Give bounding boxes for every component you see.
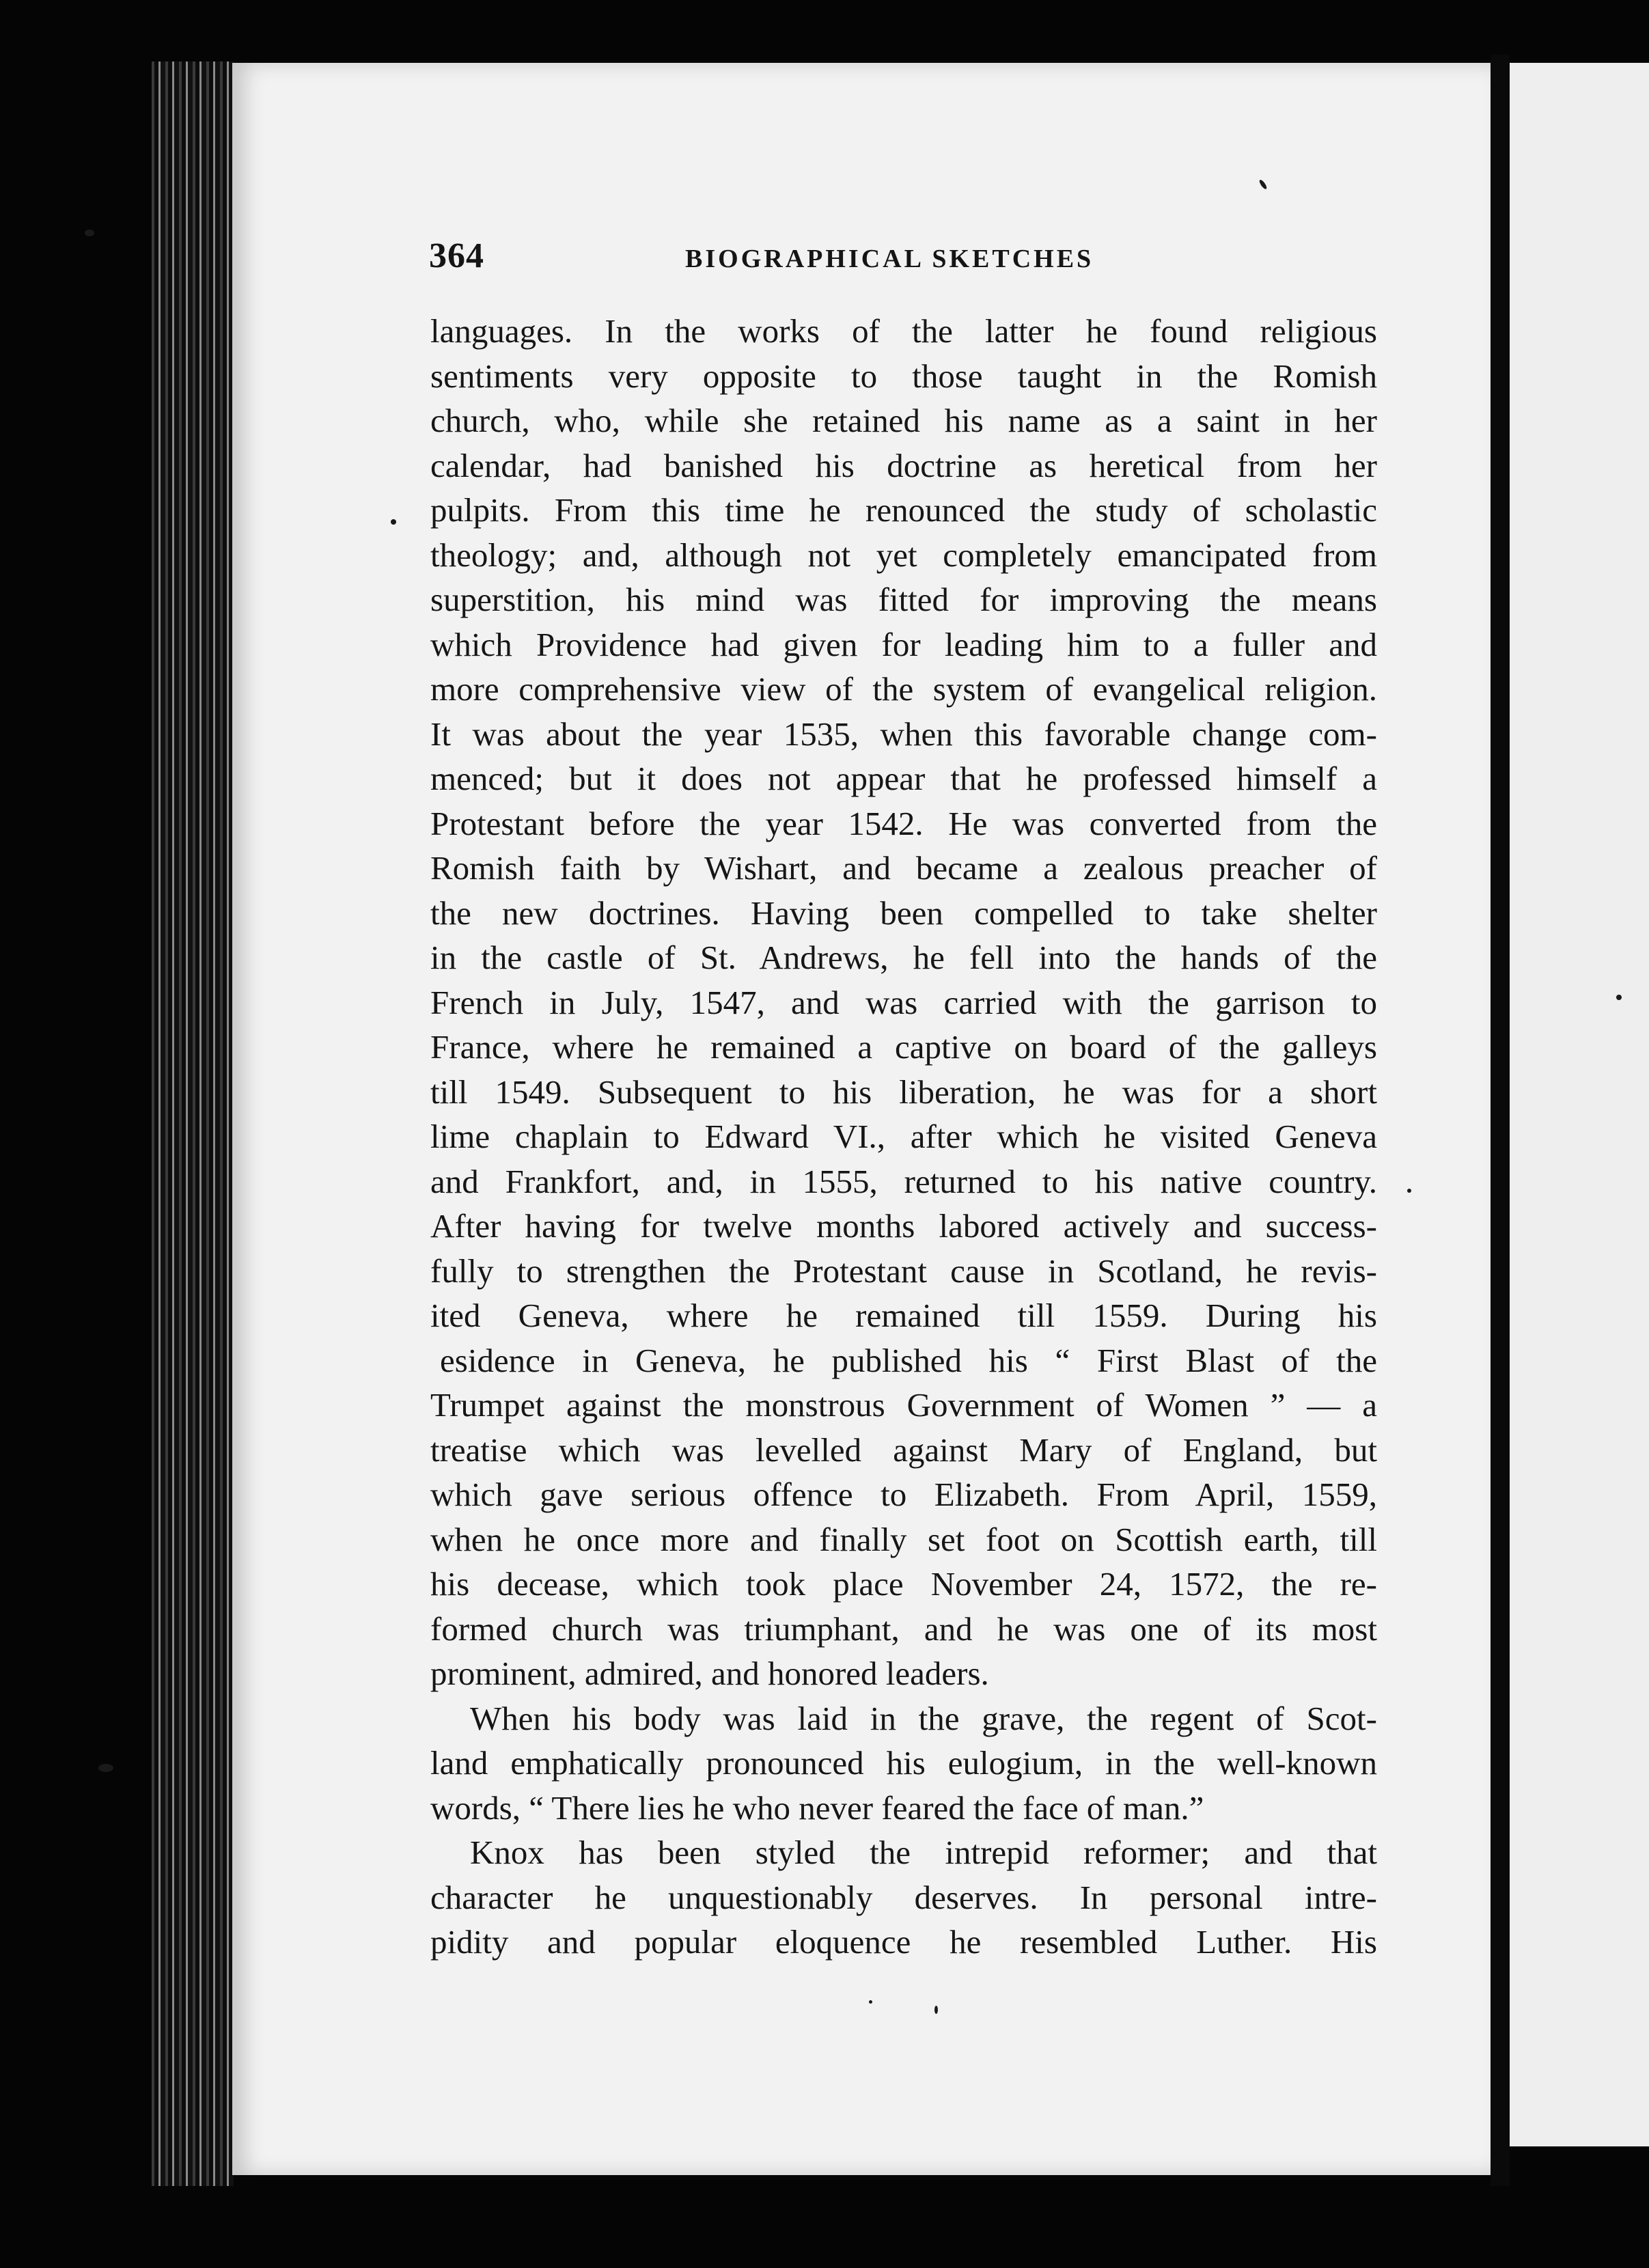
- text-line: when he once more and finally set foot on Scottish earth, till: [430, 1520, 1377, 1558]
- text-line: fully to strengthen the Protestant cause in Scotland, he revis-: [430, 1251, 1377, 1290]
- running-title: BIOGRAPHICAL SKETCHES: [685, 245, 1094, 273]
- text-line: esidence in Geneva, he published his “ First Blast of the: [440, 1341, 1377, 1379]
- text-line: After having for twelve months labored actively and success-: [430, 1207, 1377, 1245]
- scan-speck: [1616, 995, 1622, 1000]
- scan-speck: [98, 1764, 113, 1772]
- scan-speck: [1407, 1189, 1411, 1193]
- text-line: languages. In the works of the latter he found religious: [430, 312, 1377, 350]
- text-line: Trumpet against the monstrous Government of Women ” — a: [430, 1386, 1377, 1424]
- text-line: ited Geneva, where he remained till 1559. During his: [430, 1297, 1377, 1334]
- text-line: sentiments very opposite to those taught in the Romish: [430, 357, 1377, 395]
- text-line: pulpits. From this time he renounced the study of scholastic: [430, 491, 1377, 529]
- text-line: the new doctrines. Having been compelled to take shelter: [430, 894, 1377, 932]
- text-line: superstition, his mind was fitted for improving the means: [430, 581, 1377, 618]
- text-line: pidity and popular eloquence he resembled Luther. His: [430, 1923, 1377, 1961]
- text-line: treatise which was levelled against Mary of England, but: [430, 1430, 1377, 1469]
- text-line: Protestant before the year 1542. He was converted from the: [430, 804, 1377, 842]
- paragraph-first-line: Knox has been styled the intrepid reformer; and that: [470, 1834, 1377, 1871]
- page-number: 364: [429, 236, 484, 275]
- text-line: till 1549. Subsequent to his liberation, he was for a short: [430, 1073, 1377, 1111]
- book-gutter: [1491, 55, 1510, 2186]
- text-line: more comprehensive view of the system of evangelical religion.: [430, 670, 1377, 708]
- text-line: menced; but it does not appear that he professed himself a: [430, 760, 1377, 797]
- text-line: in the castle of St. Andrews, he fell into the hands of the: [430, 939, 1377, 976]
- scan-speck: [869, 2000, 872, 2004]
- text-line: lime chaplain to Edward VI., after which he visited Geneva: [430, 1118, 1377, 1155]
- text-line: which Providence had given for leading him to a fuller and: [430, 625, 1377, 663]
- text-line: Romish faith by Wishart, and became a zealous preacher of: [430, 849, 1377, 887]
- text-line: which gave serious offence to Elizabeth. From April, 1559,: [430, 1476, 1377, 1513]
- scan-speck: [391, 519, 396, 525]
- paragraph-last-line: words, “ There lies he who never feared the face of man.”: [430, 1788, 1204, 1827]
- scan-speck: [85, 230, 94, 236]
- text-line: France, where he remained a captive on board of the galleys: [430, 1028, 1377, 1066]
- paragraph-last-line: prominent, admired, and honored leaders.: [430, 1655, 989, 1692]
- text-line: and Frankfort, and, in 1555, returned to his native country.: [430, 1162, 1377, 1200]
- text-line: formed church was triumphant, and he was one of its most: [430, 1609, 1377, 1648]
- running-header: [429, 236, 1372, 277]
- text-line: church, who, while she retained his name as a saint in her: [430, 402, 1377, 439]
- text-line: character he unquestionably deserves. In personal intre-: [430, 1878, 1377, 1916]
- text-line: land emphatically pronounced his eulogium, in the well-known: [430, 1744, 1377, 1782]
- text-line: calendar, had banished his doctrine as heretical from her: [430, 446, 1377, 484]
- paragraph-first-line: When his body was laid in the grave, the regent of Scot-: [470, 1699, 1377, 1737]
- text-line: French in July, 1547, and was carried with the garrison to: [430, 983, 1377, 1021]
- facing-page-edge: [1510, 63, 1649, 2146]
- book-page-edges: [152, 61, 234, 2186]
- text-line: his decease, which took place November 24, 1572, the re-: [430, 1565, 1377, 1603]
- page-body-text: [430, 309, 1377, 1965]
- text-line: theology; and, although not yet completely emancipated from: [430, 536, 1377, 574]
- scan-speck: [934, 2006, 938, 2014]
- text-line: It was about the year 1535, when this favorable change com-: [430, 715, 1377, 753]
